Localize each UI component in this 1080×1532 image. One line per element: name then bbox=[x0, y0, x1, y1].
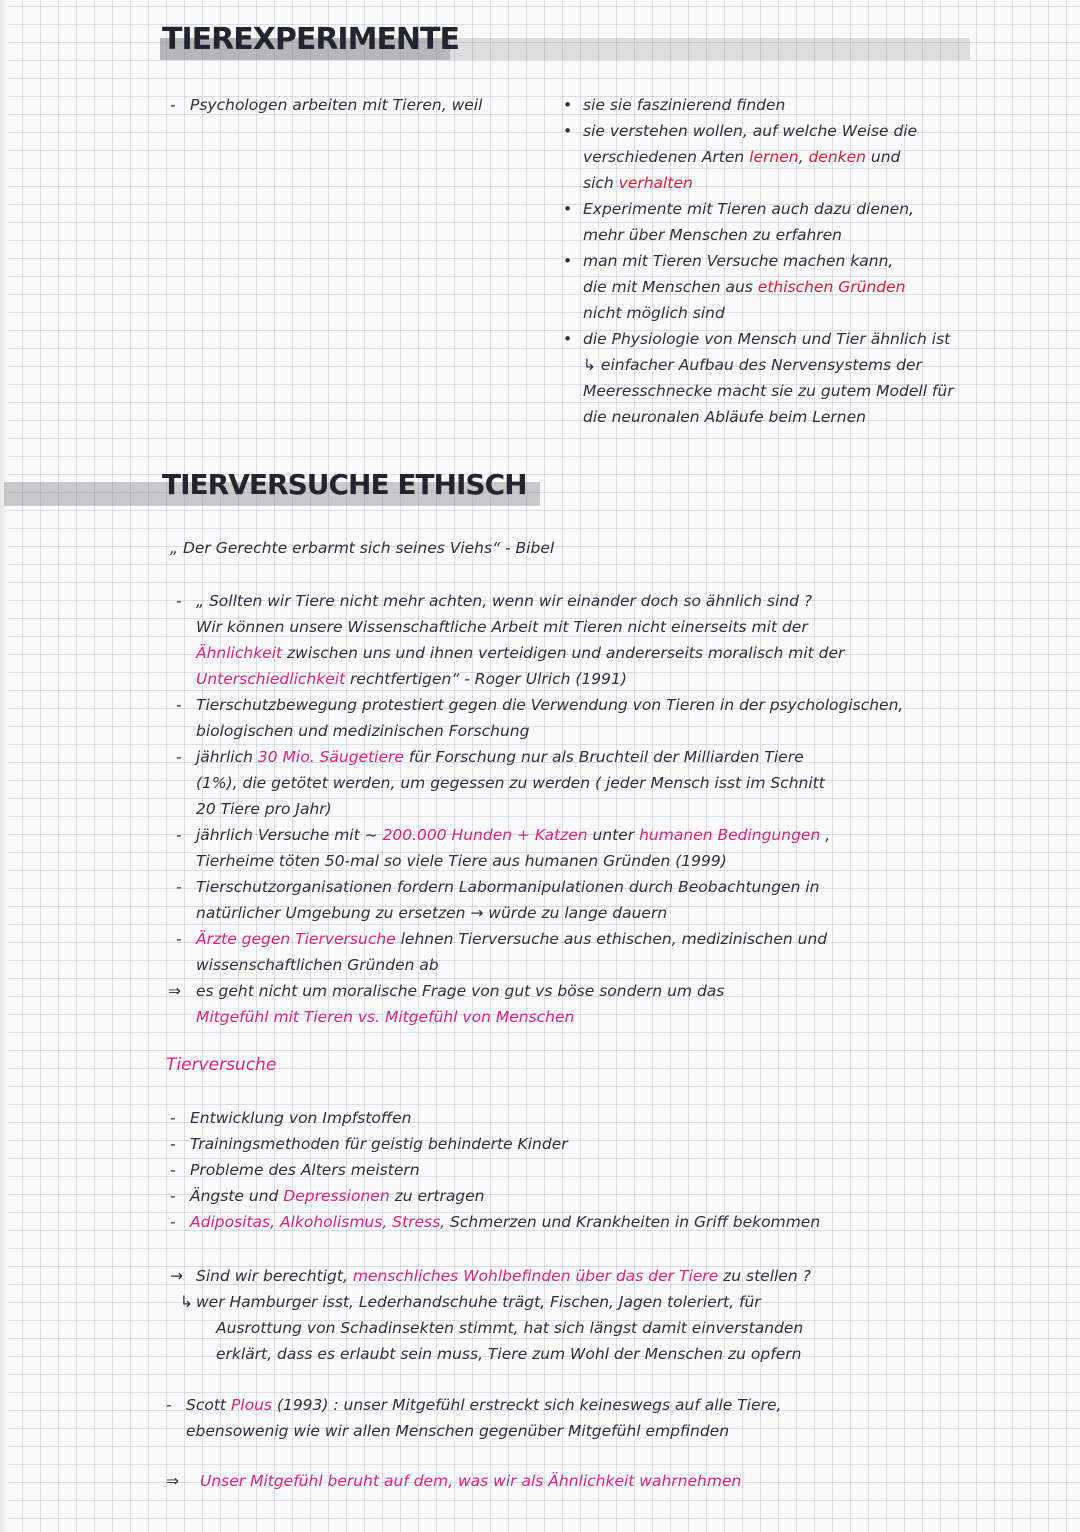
benefit-item: - Probleme des Alters meistern bbox=[190, 1157, 1050, 1183]
reason-item-cont: die mit Menschen aus ethischen Gründen bbox=[583, 278, 906, 296]
question-answer-line: erklärt, dass es erlaubt sein muss, Tiere zum Wohl der Menschen zu opfern bbox=[216, 1345, 802, 1363]
benefit-item: - Trainingsmethoden für geistig behinderte Kinder bbox=[190, 1131, 1050, 1157]
reason-item-cont: sich verhalten bbox=[583, 174, 693, 192]
point-saeugetiere: - jährlich 30 Mio. Säugetiere für Forschung nur als Bruchteil der Milliarden Tiere bbox=[196, 744, 1056, 770]
point-line: Wir können unsere Wissenschaftliche Arbeit mit Tieren nicht einerseits mit der bbox=[196, 618, 808, 636]
ethics-points bbox=[168, 588, 1056, 1030]
conclusion: ⇒ es geht nicht um moralische Frage von gut vs böse sondern um das bbox=[196, 978, 1056, 1004]
reason-item: • Experimente mit Tieren auch dazu dienen, bbox=[583, 196, 983, 222]
conclusion-line: Mitgefühl mit Tieren vs. Mitgefühl von Menschen bbox=[196, 1008, 575, 1026]
plous-block bbox=[186, 1392, 1046, 1444]
reasons-list bbox=[583, 92, 983, 430]
point-aerzte: - Ärzte gegen Tierversuche lehnen Tierversuche aus ethischen, medizinischen und bbox=[196, 926, 1056, 952]
subheading-tierversuche: Tierversuche bbox=[166, 1055, 277, 1075]
question-line: → Sind wir berechtigt, menschliches Wohlbefinden über das der Tiere zu stellen ? bbox=[196, 1263, 1056, 1289]
reason-item: • man mit Tieren Versuche machen kann, bbox=[583, 248, 983, 274]
arrow-right-icon: → bbox=[170, 1267, 183, 1285]
plous-line: - Scott Plous (1993) : unser Mitgefühl erstreckt sich keineswegs auf alle Tiere, bbox=[186, 1392, 1046, 1418]
reason-item: • sie verstehen wollen, auf welche Weise die bbox=[583, 118, 983, 144]
implies-icon: ⇒ bbox=[166, 1472, 179, 1490]
reason-item-cont: die neuronalen Abläufe beim Lernen bbox=[583, 408, 866, 426]
arrow-icon: ↳ bbox=[583, 356, 601, 374]
benefit-item: - Entwicklung von Impfstoffen bbox=[190, 1105, 1050, 1131]
intro-text: - Psychologen arbeiten mit Tieren, weil bbox=[190, 92, 482, 118]
final-statement: ⇒ Unser Mitgefühl beruht auf dem, was wir als Ähnlichkeit wahrnehmen bbox=[200, 1468, 1060, 1494]
question-answer: ↳ wer Hamburger isst, Lederhandschuhe trägt, Fischen, Jagen toleriert, für bbox=[196, 1289, 1056, 1315]
reason-item-cont: mehr über Menschen zu erfahren bbox=[583, 226, 843, 244]
point-hunde-katzen: - jährlich Versuche mit ~ 200.000 Hunden + Katzen unter humanen Bedingungen , bbox=[196, 822, 1056, 848]
bible-quote: „ Der Gerechte erbarmt sich seines Viehs“ - Bibel bbox=[170, 539, 555, 557]
reason-item-cont: verschiedenen Arten lernen, denken und bbox=[583, 148, 901, 166]
point-line: natürlicher Umgebung zu ersetzen → würde zu lange dauern bbox=[196, 904, 668, 922]
reason-item: • sie sie faszinierend finden bbox=[583, 92, 983, 118]
benefit-item: - Ängste und Depressionen zu ertragen bbox=[190, 1183, 1050, 1209]
reason-item-cont: ↳ einfacher Aufbau des Nervensystems der bbox=[583, 356, 922, 374]
reason-item-cont: Meeresschnecke macht sie zu gutem Modell für bbox=[583, 382, 954, 400]
point-line: Unterschiedlichkeit rechtfertigen“ - Roger Ulrich (1991) bbox=[196, 670, 627, 688]
reason-item: • die Physiologie von Mensch und Tier ähnlich ist bbox=[583, 326, 983, 352]
point-ulrich: - „ Sollten wir Tiere nicht mehr achten, wenn wir einander doch so ähnlich sind ? bbox=[196, 588, 1056, 614]
benefits-list bbox=[190, 1105, 1050, 1235]
point-line: biologischen und medizinischen Forschung bbox=[196, 722, 530, 740]
point-line: 20 Tiere pro Jahr) bbox=[196, 800, 332, 818]
punch-margin bbox=[0, 0, 8, 1532]
benefit-item: - Adipositas, Alkoholismus, Stress, Schmerzen und Krankheiten in Griff bekommen bbox=[190, 1209, 1050, 1235]
point-tierschutz: - Tierschutzbewegung protestiert gegen die Verwendung von Tieren in der psychologischen, bbox=[196, 692, 1056, 718]
heading-tierexperimente: TIEREXPERIMENTE bbox=[162, 22, 459, 57]
heading-tierversuche-ethisch: TIERVERSUCHE ETHISCH bbox=[162, 468, 527, 501]
reason-item-cont: nicht möglich sind bbox=[583, 304, 725, 322]
question-answer-line: Ausrottung von Schadinsekten stimmt, hat sich längst damit einverstanden bbox=[216, 1319, 804, 1337]
point-organisationen: - Tierschutzorganisationen fordern Labormanipulationen durch Beobachtungen in bbox=[196, 874, 1056, 900]
point-line: Ähnlichkeit zwischen uns und ihnen verteidigen und andererseits moralisch mit der bbox=[196, 644, 845, 662]
implies-icon: ⇒ bbox=[168, 982, 181, 1000]
question-block bbox=[170, 1263, 1056, 1367]
point-line: (1%), die getötet werden, um gegessen zu werden ( jeder Mensch isst im Schnitt bbox=[196, 774, 825, 792]
point-line: Tierheime töten 50-mal so viele Tiere aus humanen Gründen (1999) bbox=[196, 852, 727, 870]
plous-line2: ebensowenig wie wir allen Menschen gegenüber Mitgefühl empfinden bbox=[186, 1422, 730, 1440]
return-arrow-icon: ↳ bbox=[180, 1293, 193, 1311]
point-line: wissenschaftlichen Gründen ab bbox=[196, 956, 439, 974]
